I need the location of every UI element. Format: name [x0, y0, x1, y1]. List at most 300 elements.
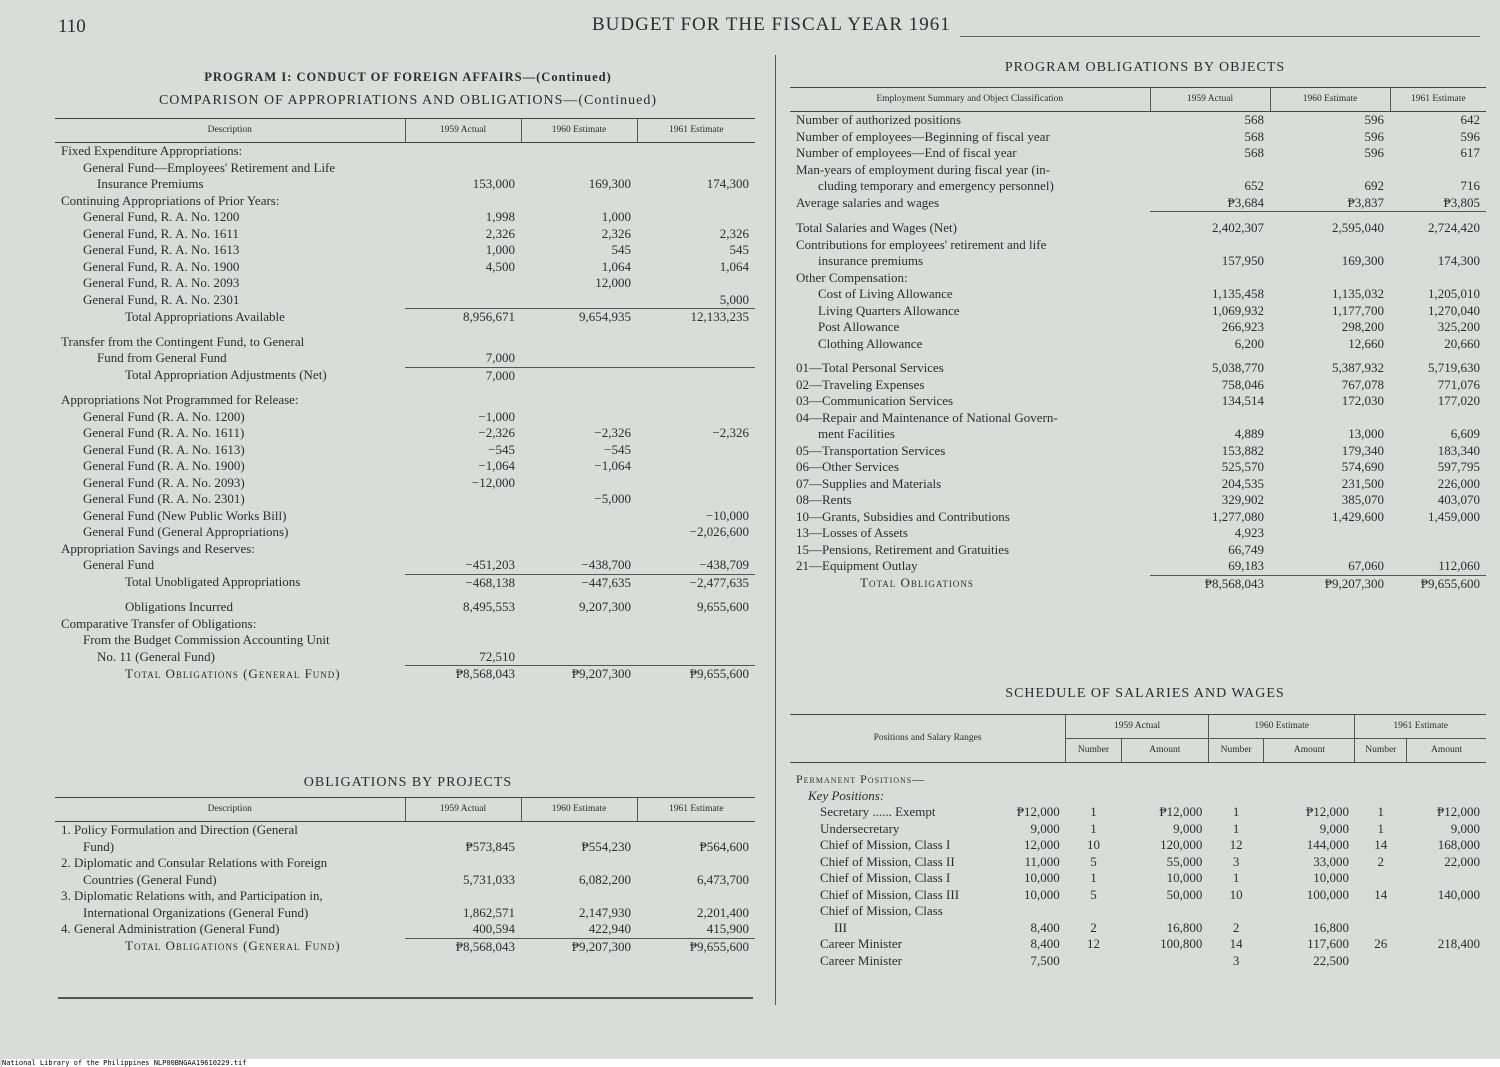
col-1961: 1961 Estimate	[1355, 715, 1486, 739]
table-row	[55, 905, 755, 922]
row-label: Total Obligations	[860, 575, 974, 591]
table-row	[55, 632, 755, 649]
row-label: General Fund, R. A. No. 1613	[83, 242, 240, 257]
value-1960: 9,654,935	[521, 309, 637, 326]
row-label: General Fund (R. A. No. 2093)	[83, 474, 245, 490]
value-1960: 767,078	[1341, 376, 1384, 392]
value-1960: 172,030	[1341, 393, 1384, 408]
number-1961: 26	[1374, 936, 1388, 951]
value-1959	[405, 616, 521, 633]
table-row	[790, 509, 1486, 526]
value-1959: 2,402,307	[1212, 220, 1264, 235]
value-1961	[637, 822, 755, 839]
value-1959	[405, 292, 521, 309]
value-1959: 8,495,553	[463, 599, 515, 614]
value-1961: 6,609	[1450, 426, 1480, 441]
value-1960	[521, 143, 637, 160]
value-1959	[1150, 270, 1270, 287]
salary-row	[790, 854, 1486, 871]
amount-1961	[1407, 903, 1486, 920]
value-1960	[521, 632, 637, 649]
value-1961	[637, 209, 755, 226]
objects-table	[790, 87, 1486, 592]
col-1960: 1960 Estimate	[1270, 88, 1390, 112]
spacer-row	[55, 591, 755, 599]
value-1959	[405, 855, 521, 872]
amount-1961	[1407, 870, 1486, 887]
table-row	[55, 143, 755, 160]
value-1961	[637, 143, 755, 160]
left-bottom-rule	[58, 997, 753, 999]
table-row	[790, 542, 1486, 559]
salaries-header-years	[790, 715, 1486, 739]
value-1960: 67,060	[1348, 558, 1384, 573]
number-1961: 14	[1374, 886, 1388, 902]
value-1960: 231,500	[1341, 475, 1384, 491]
value-1961	[637, 616, 755, 633]
value-1960: 574,690	[1341, 459, 1384, 474]
row-label: 06—Other Services	[796, 459, 899, 474]
table-row	[55, 475, 755, 492]
value-1960	[1270, 270, 1390, 287]
value-1960: ₱3,837	[1270, 195, 1390, 212]
salary-rate: 10,000	[1023, 870, 1060, 885]
value-1961	[1390, 542, 1486, 559]
value-1961: 183,340	[1437, 442, 1480, 458]
table-row	[55, 855, 755, 872]
value-1959: 153,000	[472, 176, 515, 191]
value-1960: 596	[1364, 112, 1384, 127]
salary-row	[790, 936, 1486, 953]
amount-1960: 16,800	[1313, 919, 1349, 935]
table-row	[790, 393, 1486, 410]
number-1960: 1	[1232, 870, 1240, 885]
position-name: Career Minister	[820, 952, 902, 968]
row-label: General Fund, R. A. No. 1900	[83, 258, 240, 274]
row-label: Post Allowance	[818, 319, 900, 334]
spacer-row	[790, 212, 1486, 221]
number-1960: 2	[1232, 919, 1240, 935]
table-row	[790, 286, 1486, 303]
number-1960: 3	[1232, 952, 1240, 968]
table-row	[55, 649, 755, 666]
value-1959: 72,510	[479, 648, 515, 664]
salaries-subsection-row	[790, 788, 1486, 805]
value-1959: 568	[1244, 145, 1264, 160]
amount-1961	[1407, 920, 1486, 937]
number-1960: 1	[1232, 804, 1240, 819]
value-1959: 66,749	[1228, 541, 1264, 557]
value-1961: −2,026,600	[689, 524, 749, 539]
value-1960: 5,387,932	[1332, 360, 1384, 375]
row-label: General Fund, R. A. No. 2093	[83, 275, 240, 290]
value-1960: 1,000	[601, 209, 631, 224]
row-label: Total Appropriation Adjustments (Net)	[125, 367, 327, 383]
value-1961: ₱3,805	[1390, 195, 1486, 212]
row-label: General Fund (R. A. No. 1200)	[83, 408, 245, 424]
amount-1960	[1264, 903, 1355, 920]
row-label: General Fund (R. A. No. 1900)	[83, 458, 245, 473]
col-amount: Amount	[1264, 739, 1355, 763]
value-1959	[405, 334, 521, 351]
value-1961	[637, 350, 755, 367]
value-1961: 597,795	[1437, 459, 1480, 474]
value-1961: 9,655,600	[697, 599, 749, 614]
row-label: 10—Grants, Subsidies and Contributions	[796, 508, 1010, 524]
value-1959: 5,038,770	[1212, 360, 1264, 375]
value-1959: 153,882	[1221, 442, 1264, 458]
value-1961: 177,020	[1437, 393, 1480, 408]
salary-rate: 11,000	[1024, 853, 1060, 869]
value-1960: −1,064	[594, 458, 631, 473]
value-1960	[521, 649, 637, 666]
value-1961: 112,060	[1438, 558, 1480, 573]
value-1959	[405, 143, 521, 160]
salary-row	[790, 920, 1486, 937]
table-row	[790, 459, 1486, 476]
salary-row	[790, 953, 1486, 970]
amount-1959: 9,000	[1173, 820, 1203, 836]
salary-row	[790, 837, 1486, 854]
value-1959: 69,183	[1228, 558, 1264, 573]
value-1960: ₱9,207,300	[521, 666, 637, 683]
value-1959: 568	[1244, 112, 1264, 127]
table-row	[790, 112, 1486, 129]
number-1960	[1208, 903, 1264, 920]
number-1960: 10	[1229, 886, 1243, 902]
spacer-row	[55, 384, 755, 392]
value-1960	[521, 334, 637, 351]
number-1960: 3	[1232, 853, 1240, 869]
table-row	[55, 458, 755, 475]
column-divider	[775, 55, 776, 1005]
value-1960	[521, 392, 637, 409]
value-1959	[405, 491, 521, 508]
value-1959: 400,594	[472, 921, 515, 936]
spacer-row	[55, 326, 755, 334]
salary-rate: 10,000	[1023, 886, 1060, 902]
value-1960: 385,070	[1341, 492, 1384, 507]
value-1959: 4,500	[485, 258, 515, 274]
row-label: 15—Pensions, Retirement and Gratuities	[796, 541, 1010, 557]
objects-title: PROGRAM OBLIGATIONS BY OBJECTS	[1004, 60, 1286, 75]
amount-1960: 100,000	[1306, 886, 1349, 902]
value-1961	[637, 392, 755, 409]
row-label: 03—Communication Services	[796, 393, 954, 408]
value-1959	[405, 524, 521, 541]
table-row	[55, 822, 755, 839]
amount-1959: 16,800	[1166, 919, 1203, 935]
col-1961: 1961 Estimate	[1390, 88, 1486, 112]
table-row	[55, 292, 755, 309]
value-1960: 12,660	[1348, 335, 1384, 351]
table-row	[55, 334, 755, 351]
table-row	[55, 425, 755, 442]
table-row	[790, 319, 1486, 336]
row-label: Number of employees—End of fiscal year	[796, 145, 1017, 160]
value-1960	[521, 367, 637, 384]
table-row	[55, 872, 755, 889]
value-1960: −447,635	[521, 574, 637, 591]
value-1961: 2,326	[719, 225, 749, 241]
salary-rate	[1011, 903, 1066, 920]
value-1959: 134,514	[1221, 393, 1264, 408]
number-1960: 1	[1232, 820, 1240, 836]
row-label: Obligations Incurred	[125, 599, 233, 614]
value-1959: 7,000	[405, 367, 521, 384]
row-label: Total Salaries and Wages (Net)	[796, 220, 957, 235]
value-1961: 1,064	[719, 258, 749, 274]
value-1961	[1390, 162, 1486, 179]
value-1959	[405, 508, 521, 525]
col-1959: 1959 Actual	[405, 119, 521, 143]
value-1960	[521, 888, 637, 905]
row-label: Other Compensation:	[796, 269, 908, 285]
col-positions: Positions and Salary Ranges	[790, 715, 1066, 763]
col-1959: 1959 Actual	[1150, 88, 1270, 112]
value-1960: 596	[1364, 145, 1384, 160]
row-label: 01—Total Personal Services	[796, 360, 944, 375]
value-1959: −2,326	[478, 425, 515, 440]
position-name: Chief of Mission, Class II	[820, 853, 955, 869]
value-1959: ₱573,845	[465, 838, 515, 854]
value-1961	[637, 541, 755, 558]
table-row	[790, 195, 1486, 212]
value-1960: ₱554,230	[581, 838, 631, 854]
value-1961: 1,205,010	[1428, 286, 1480, 301]
amount-1960: 9,000	[1319, 820, 1349, 836]
row-label: Appropriation Savings and Reserves:	[61, 540, 255, 556]
value-1959: 6,200	[1234, 335, 1264, 351]
row-label: Fund)	[83, 838, 115, 854]
value-1960	[521, 616, 637, 633]
table-row	[55, 557, 755, 574]
amount-1961	[1407, 953, 1486, 970]
value-1960	[521, 822, 637, 839]
value-1961	[637, 888, 755, 905]
row-label: 2. Diplomatic and Consular Relations with Foreign	[61, 855, 328, 870]
number-1961: 14	[1374, 837, 1388, 852]
row-label: 3. Diplomatic Relations with, and Participation in,	[61, 888, 323, 903]
amount-1959: ₱12,000	[1159, 804, 1203, 819]
row-label: Contributions for employees' retirement and life	[796, 236, 1047, 252]
value-1961: 403,070	[1437, 492, 1480, 507]
row-label: General Fund, R. A. No. 1611	[83, 225, 239, 241]
number-1959: 10	[1087, 837, 1100, 852]
salaries-title: SCHEDULE OF SALARIES AND WAGES	[1005, 686, 1285, 701]
col-description: Description	[55, 119, 405, 143]
value-1960: 13,000	[1348, 426, 1384, 441]
row-label: Man-years of employment during fiscal year (in-	[796, 161, 1051, 177]
value-1960: 2,326	[601, 225, 631, 241]
value-1961: 617	[1460, 145, 1480, 160]
table-row	[790, 426, 1486, 443]
table-row	[790, 476, 1486, 493]
salary-rate: 7,500	[1030, 952, 1060, 968]
program-title: PROGRAM I: CONDUCT OF FOREIGN AFFAIRS—(Continued)	[204, 70, 612, 84]
value-1959: 5,731,033	[463, 871, 515, 887]
row-label: General Fund (R. A. No. 1613)	[83, 441, 245, 457]
position-name: Chief of Mission, Class	[820, 903, 943, 918]
value-1960	[521, 350, 637, 367]
value-1960: 422,940	[588, 921, 631, 936]
table-row	[55, 275, 755, 292]
value-1961: 226,000	[1437, 475, 1480, 491]
value-1959: 525,570	[1221, 459, 1264, 474]
value-1961: 415,900	[706, 921, 749, 936]
table-row	[55, 442, 755, 459]
value-1961	[637, 409, 755, 426]
value-1959: 8,956,671	[405, 309, 521, 326]
value-1959	[405, 160, 521, 177]
value-1961	[1390, 525, 1486, 542]
table-row	[790, 270, 1486, 287]
salary-rate: 8,400	[1030, 919, 1060, 935]
number-1959: 1	[1090, 820, 1097, 836]
subsection-label: Key Positions:	[808, 787, 885, 803]
value-1961: ₱9,655,600	[637, 938, 755, 955]
table-row	[790, 162, 1486, 179]
value-1961: 2,201,400	[697, 904, 749, 920]
value-1959: 1,135,458	[1212, 286, 1264, 301]
amount-1960: 10,000	[1313, 870, 1349, 885]
table-row	[790, 253, 1486, 270]
value-1959: 1,998	[485, 209, 515, 224]
value-1961	[637, 475, 755, 492]
position-name: Chief of Mission, Class I	[820, 837, 951, 852]
value-1959: −12,000	[471, 474, 515, 490]
row-label: International Organizations (General Fund)	[83, 904, 309, 920]
value-1961: 5,000	[719, 291, 749, 307]
row-label: General Fund, R. A. No. 1200	[83, 209, 240, 224]
table-row	[790, 303, 1486, 320]
value-1959: 568	[1244, 128, 1264, 144]
comparison-title: COMPARISON OF APPROPRIATIONS AND OBLIGATIONS—(Continued)	[158, 93, 658, 108]
position-name: Undersecretary	[820, 820, 900, 836]
value-1960: 2,595,040	[1332, 220, 1384, 235]
number-1959: 2	[1090, 919, 1097, 935]
row-label: General Fund, R. A. No. 2301	[83, 291, 240, 307]
value-1960: ₱9,207,300	[1270, 575, 1390, 592]
value-1961: −438,709	[699, 557, 749, 572]
number-1959: 12	[1087, 936, 1100, 951]
value-1960	[1270, 410, 1390, 427]
value-1959: 1,862,571	[463, 904, 515, 920]
salary-rate: ₱12,000	[1016, 804, 1060, 819]
value-1960: 179,340	[1341, 442, 1384, 458]
amount-1959: 100,800	[1160, 936, 1203, 951]
value-1961	[1390, 410, 1486, 427]
value-1959: −468,138	[405, 574, 521, 591]
value-1961: 545	[729, 242, 749, 257]
amount-1959: 120,000	[1160, 837, 1203, 852]
table-row	[55, 524, 755, 541]
col-1959: 1959 Actual	[405, 798, 521, 822]
table-row	[790, 525, 1486, 542]
value-1961: −2,326	[712, 425, 749, 440]
table-row	[55, 888, 755, 905]
number-1961: 1	[1377, 820, 1385, 836]
value-1960	[521, 508, 637, 525]
col-1960: 1960 Estimate	[521, 798, 637, 822]
table-row	[55, 350, 755, 367]
amount-1961: ₱12,000	[1437, 804, 1480, 819]
value-1961	[1390, 270, 1486, 287]
comparison-table-header	[55, 119, 755, 143]
row-label: General Fund (General Appropriations)	[83, 524, 289, 539]
row-label: Living Quarters Allowance	[818, 302, 960, 318]
value-1960: 545	[611, 242, 631, 257]
table-row	[55, 616, 755, 633]
value-1961: 1,270,040	[1428, 302, 1480, 318]
section-label: Permanent Positions—	[796, 772, 926, 786]
salaries-table	[790, 714, 1486, 969]
value-1959: 157,950	[1221, 253, 1264, 268]
value-1960	[521, 855, 637, 872]
table-row	[55, 839, 755, 856]
value-1959: 4,923	[1234, 525, 1264, 540]
row-label: Appropriations Not Programmed for Release:	[61, 392, 299, 407]
value-1960: 692	[1364, 178, 1384, 193]
row-label: Total Appropriations Available	[125, 308, 285, 324]
value-1960: 169,300	[588, 176, 631, 191]
salary-row	[790, 804, 1486, 821]
row-label: General Fund (R. A. No. 2301)	[83, 491, 245, 506]
salaries-section-row	[790, 771, 1486, 788]
value-1959	[405, 541, 521, 558]
value-1960: 9,207,300	[579, 599, 631, 614]
row-label: 13—Losses of Assets	[796, 525, 908, 540]
value-1959	[1150, 410, 1270, 427]
col-1961: 1961 Estimate	[637, 798, 755, 822]
table-row	[55, 574, 755, 591]
value-1959: 204,535	[1221, 475, 1264, 491]
value-1959: −451,203	[465, 557, 515, 572]
table-row	[790, 178, 1486, 195]
value-1961	[637, 367, 755, 384]
col-number: Number	[1208, 739, 1264, 763]
table-row	[790, 558, 1486, 575]
number-1960: 14	[1229, 936, 1243, 951]
projects-title: OBLIGATIONS BY PROJECTS	[303, 775, 513, 790]
salary-rate: 12,000	[1023, 837, 1060, 852]
page-number: 110	[58, 16, 86, 37]
value-1959: 652	[1244, 178, 1264, 193]
row-label: General Fund (New Public Works Bill)	[83, 507, 287, 523]
value-1961: 1,459,000	[1428, 508, 1480, 524]
row-label: cluding temporary and emergency personnel)	[818, 178, 1054, 193]
table-row	[790, 360, 1486, 377]
value-1960	[521, 475, 637, 492]
table-row	[55, 508, 755, 525]
value-1959: 1,277,080	[1212, 508, 1264, 524]
row-label: Comparative Transfer of Obligations:	[61, 615, 257, 631]
value-1959	[405, 193, 521, 210]
position-name: Career Minister	[820, 936, 902, 951]
value-1959	[405, 392, 521, 409]
table-row	[55, 541, 755, 558]
table-row	[55, 193, 755, 210]
value-1959: ₱8,568,043	[405, 666, 521, 683]
value-1960: 12,000	[595, 275, 631, 290]
value-1960	[521, 524, 637, 541]
col-1959: 1959 Actual	[1066, 715, 1209, 739]
value-1959	[405, 822, 521, 839]
salary-rate: 8,400	[1030, 936, 1060, 951]
col-amount: Amount	[1121, 739, 1208, 763]
table-row	[55, 226, 755, 243]
value-1960: 1,429,600	[1332, 508, 1384, 524]
